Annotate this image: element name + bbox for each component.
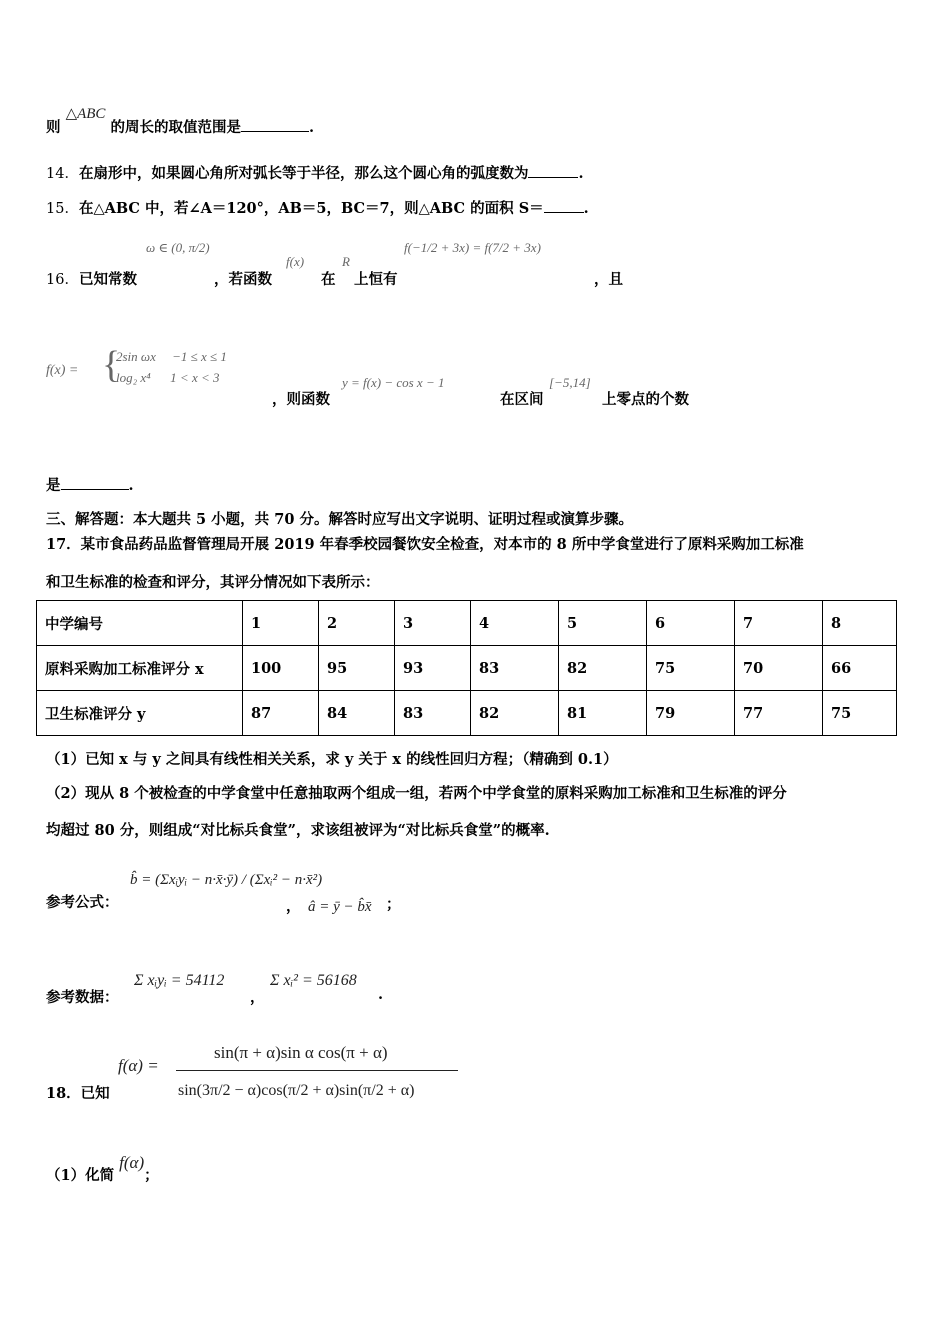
q17-data-separator: ， [250,989,265,1006]
table-header-cell: 2 [319,601,395,646]
q17-data-end: . [378,986,384,1003]
table-row [37,691,897,736]
table-header-row [37,601,897,646]
q16-text-1: 已知常数 [78,271,137,288]
q16-piecewise-brace: { [102,344,121,386]
q18-part-1 [46,1153,159,1185]
table-cell: 82 [559,646,647,691]
q17-score-table [36,600,897,736]
q17-part-2-line-2: 均超过 80 分，则组成“对比标兵食堂”，求该组被评为“对比标兵食堂”的概率. [46,822,550,839]
q16-number-text [46,268,137,289]
table-header-cell: 1 [243,601,319,646]
q13-end: . [309,119,315,136]
q16-text-2: ，若函数 [214,271,272,288]
q16-text-5: ，且 [594,271,623,288]
q18-denominator: sin(3π/2 − α)cos(π/2 + α)sin(π/2 + α) [178,1082,415,1099]
q16-interval: [−5,14] [549,375,591,390]
table-cell: 82 [471,691,559,736]
section-3-heading: 三、解答题：本大题共 5 小题，共 70 分。解答时应写出文字说明、证明过程或演算步骤。 [46,511,633,528]
q14-text: 在扇形中，如果圆心角所对弧长等于半径，那么这个圆心角的弧度数为 [78,165,529,182]
q16-function-y: y = f(x) − cos x − 1 [342,375,445,390]
q17-data-sum-x2: Σ xᵢ² = 56168 [270,972,357,989]
table-cell: 原料采购加工标准评分 x [37,646,243,691]
table-cell: 79 [647,691,735,736]
q13-text: 的周长的取值范围是 [110,119,241,136]
q17-data-sum-xy: Σ xᵢyᵢ = 54112 [134,972,225,989]
q16-text-6: ，则函数 [272,391,330,408]
q15-answer-blank [544,200,584,213]
q14 [46,162,584,183]
q14-number: 14． [46,166,79,182]
table-cell: 81 [559,691,647,736]
table-cell: 95 [319,646,395,691]
table-cell: 77 [735,691,823,736]
q13-triangle-abc: △ABC [65,106,106,122]
table-header-cell: 4 [471,601,559,646]
table-header-cell: 7 [735,601,823,646]
q18-label: 18．已知 [46,1085,110,1102]
q15-text: 在△ABC 中，若∠A＝120°，AB＝5，BC＝7，则△ABC 的面积 S＝ [78,200,544,217]
table-cell: 卫生标准评分 y [37,691,243,736]
table-header-cell: 8 [823,601,897,646]
q18-part-1-label: （1）化简 [46,1167,115,1184]
q17-formula-label: 参考公式： [46,894,119,911]
q17-line-1: 17．某市食品药品监督管理局开展 2019 年春季校园餐饮安全检查，对本市的 8 所中学食堂进行了原料采购加工标准 [46,536,804,553]
table-cell: 84 [319,691,395,736]
q17-formula-a: â = ȳ − b̂x̄ [308,899,372,915]
q14-answer-blank [528,165,578,178]
q15-end: . [583,200,589,217]
table-cell: 75 [647,646,735,691]
q18-lhs: f(α) = [118,1056,159,1075]
q17-part-1: （1）已知 x 与 y 之间具有线性相关关系，求 y 关于 x 的线性回归方程；（精确到 0.1） [46,751,618,768]
q17-part-2-line-1: （2）现从 8 个被检查的中学食堂中任意抽取两个组成一组，若两个中学食堂的原料采购加工标准和卫生标准的评分 [46,785,787,802]
table-row [37,646,897,691]
table-header-cell: 3 [395,601,471,646]
q16-text-9: 是 [46,477,61,494]
table-header-cell: 中学编号 [37,601,243,646]
table-cell: 66 [823,646,897,691]
q17-formula-end: ； [386,896,401,913]
q16-text-8: 上零点的个数 [602,391,689,408]
table-cell: 100 [243,646,319,691]
q16-end: . [128,477,134,494]
q13-prefix: 则 [46,119,61,136]
table-cell: 87 [243,691,319,736]
q15-number: 15． [46,201,79,217]
q16-piecewise-lhs: f(x) = [46,363,79,378]
q17-data-label: 参考数据： [46,989,119,1006]
q16-functional-equation: f(−1/2 + 3x) = f(7/2 + 3x) [404,240,541,255]
q14-end: . [578,165,584,182]
q18-number [46,1082,110,1103]
q13-tail [46,106,315,137]
q16-text-3: 在 [321,271,336,288]
q16-domain-r: R [342,254,350,269]
table-cell: 93 [395,646,471,691]
q17-formula-separator: ， [286,898,301,915]
q16-fx: f(x) [286,254,305,269]
q18-fraction-bar [176,1070,458,1071]
q16-text-4: 上恒有 [354,271,398,288]
q13-answer-blank [241,119,309,132]
q16-omega-range: ω ∈ (0, π/2) [146,240,210,255]
q16-answer-blank [61,477,129,490]
q15 [46,197,589,218]
q18-part-1-math: f(α) [119,1153,145,1172]
q16-end-line [46,474,134,495]
q17-line-2: 和卫生标准的检查和评分，其评分情况如下表所示： [46,574,380,591]
q18-numerator: sin(π + α)sin α cos(π + α) [214,1043,388,1062]
q16-piece-2: log₂ x⁴ 1 < x < 3 [116,370,220,385]
q16-piece-1: 2sin ωx −1 ≤ x ≤ 1 [116,349,227,364]
q16-text-7: 在区间 [500,391,544,408]
table-header-cell: 5 [559,601,647,646]
table-cell: 83 [395,691,471,736]
table-cell: 75 [823,691,897,736]
q16-number: 16． [46,272,79,288]
q17-formula-b: b̂ = (Σxᵢyᵢ − n·x̄·ȳ) / (Σxᵢ² − n·x̄²) [130,872,323,888]
table-cell: 70 [735,646,823,691]
q18-part-1-end: ； [144,1167,159,1184]
table-cell: 83 [471,646,559,691]
table-header-cell: 6 [647,601,735,646]
